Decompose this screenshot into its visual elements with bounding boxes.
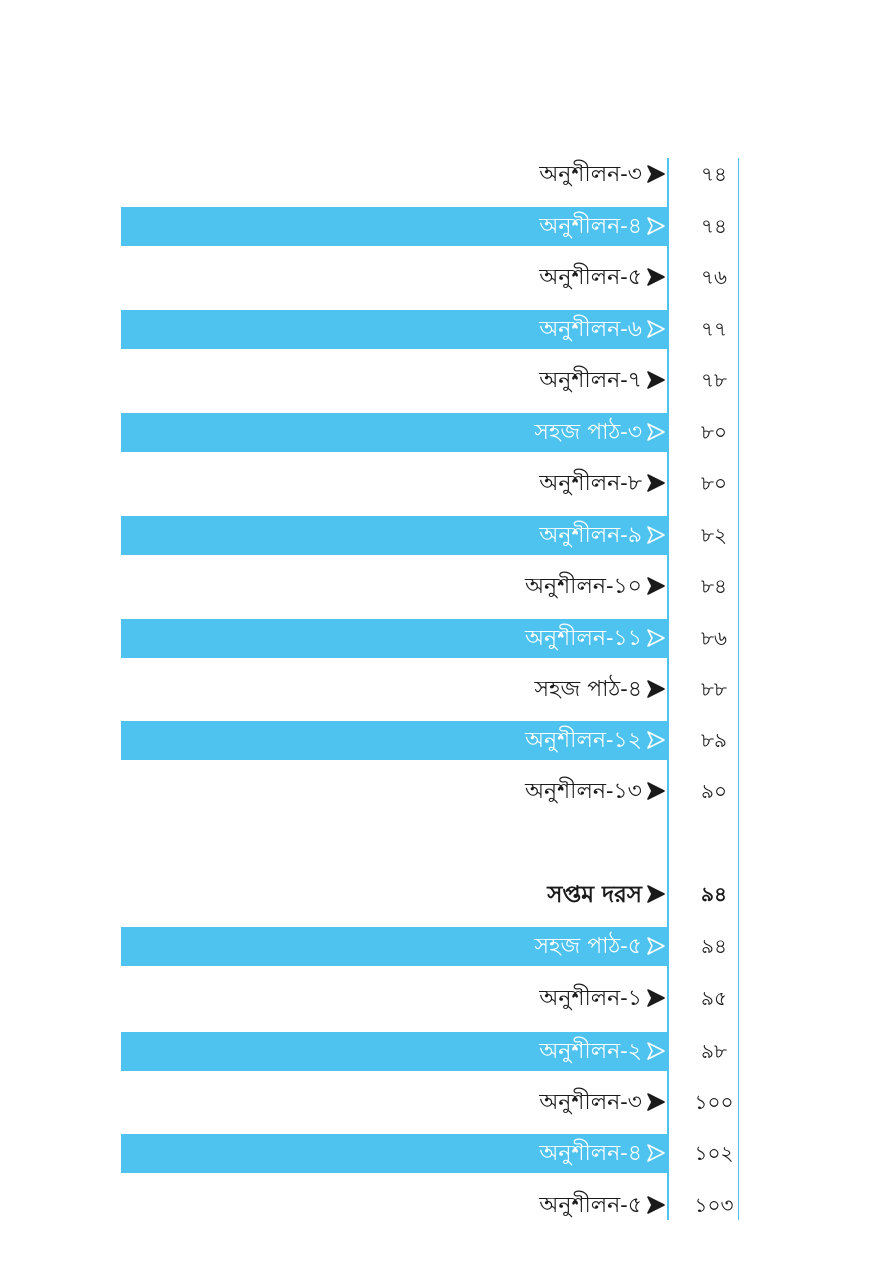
toc-entry[interactable]	[121, 258, 727, 297]
arrowhead-icon	[646, 679, 666, 699]
arrowhead-icon	[646, 781, 666, 801]
toc-entry-label: অনুশীলন-৭	[539, 368, 642, 393]
arrowhead-icon	[646, 576, 666, 596]
arrowhead-icon	[646, 988, 666, 1008]
arrowhead-icon	[646, 628, 666, 648]
toc-entry-label: অনুশীলন-৩	[539, 1090, 642, 1115]
arrowhead-icon	[646, 1195, 666, 1215]
toc-entry-label: অনুশীলন-৩	[539, 162, 642, 187]
toc-section-heading[interactable]	[121, 875, 727, 914]
arrowhead-icon	[646, 164, 666, 184]
toc-page-number: ৮২	[701, 523, 727, 547]
toc-entry[interactable]	[121, 1083, 734, 1122]
toc-entry[interactable]	[121, 155, 727, 194]
toc-entry-label: সহজ পাঠ-৪	[534, 677, 642, 702]
toc-entry[interactable]	[121, 361, 727, 400]
toc-entry[interactable]	[121, 464, 727, 503]
toc-page-number: ৮০	[701, 471, 727, 495]
toc-entry-label: অনুশীলন-১৩	[524, 779, 642, 804]
toc-entry[interactable]	[121, 979, 727, 1018]
toc-entry-label: সহজ পাঠ-৫	[534, 934, 642, 959]
toc-page-number: ৭৭	[700, 317, 727, 341]
toc-entry-label: অনুশীলন-১১	[524, 626, 642, 651]
arrowhead-icon	[646, 936, 666, 956]
toc-entry-label: সপ্তম দরস	[547, 881, 642, 908]
toc-entry[interactable]	[121, 1032, 727, 1071]
toc-entry-label: সহজ পাঠ-৩	[534, 420, 642, 445]
arrowhead-icon	[646, 422, 666, 442]
arrowhead-icon	[646, 267, 666, 287]
toc-page-number: ১০২	[694, 1141, 734, 1165]
toc-page-number: ৭৪	[701, 162, 727, 186]
arrowhead-icon	[646, 1041, 666, 1061]
toc-page-number: ৭৪	[701, 214, 727, 238]
toc-entry-label: অনুশীলন-৫	[539, 1193, 642, 1218]
toc-entry-label: অনুশীলন-১	[539, 986, 642, 1011]
toc-entry[interactable]	[121, 567, 727, 606]
arrowhead-icon	[646, 525, 666, 545]
arrowhead-icon	[646, 1092, 666, 1112]
toc-page-number: ৮৪	[701, 574, 727, 598]
toc-page-number: ৯৪	[701, 934, 727, 958]
toc-entry[interactable]	[121, 207, 727, 246]
toc-page-number: ৭৮	[701, 368, 727, 392]
arrowhead-icon	[646, 319, 666, 339]
arrowhead-icon	[646, 1143, 666, 1163]
toc-page-number: ৯৮	[701, 1039, 727, 1063]
toc-page-number: ৮৬	[701, 626, 727, 650]
toc-page-number: ১০৩	[694, 1193, 734, 1217]
toc-entry-label: অনুশীলন-৬	[539, 317, 642, 342]
toc-entry[interactable]	[121, 413, 727, 452]
toc-entry[interactable]	[121, 619, 727, 658]
toc-page-number: ৯৫	[701, 986, 727, 1010]
toc-entry-label: অনুশীলন-১০	[524, 574, 642, 599]
toc-page-number: ৯০	[701, 779, 727, 803]
toc-entry[interactable]	[121, 772, 727, 811]
toc-page-number: ১০০	[694, 1090, 734, 1114]
toc-page-number: ৮৮	[701, 677, 727, 701]
toc-entry[interactable]	[121, 1186, 734, 1225]
toc-page-number: ৮৯	[701, 728, 727, 752]
toc-entry[interactable]	[121, 721, 727, 760]
toc-entry-label: অনুশীলন-৪	[539, 1141, 642, 1166]
toc-entry-label: অনুশীলন-৯	[539, 523, 642, 548]
toc-entry-label: অনুশীলন-২	[539, 1039, 642, 1064]
arrowhead-icon	[646, 370, 666, 390]
toc-entry-label: অনুশীলন-১২	[524, 728, 642, 753]
toc-page-number: ৯৪	[701, 882, 727, 906]
toc-entry[interactable]	[121, 927, 727, 966]
toc-entry[interactable]	[121, 670, 727, 709]
toc-entry[interactable]	[121, 1134, 734, 1173]
arrowhead-icon	[646, 216, 666, 236]
toc-entry-label: অনুশীলন-৫	[539, 265, 642, 290]
toc-entry[interactable]	[121, 516, 727, 555]
toc-entry[interactable]	[121, 310, 727, 349]
arrowhead-icon	[646, 730, 666, 750]
toc-entry-label: অনুশীলন-৮	[539, 471, 642, 496]
arrowhead-icon	[646, 473, 666, 493]
arrowhead-icon	[646, 884, 666, 904]
toc-page-number: ৮০	[701, 420, 727, 444]
toc-entry-label: অনুশীলন-৪	[539, 214, 642, 239]
toc-page-number: ৭৬	[700, 265, 727, 289]
